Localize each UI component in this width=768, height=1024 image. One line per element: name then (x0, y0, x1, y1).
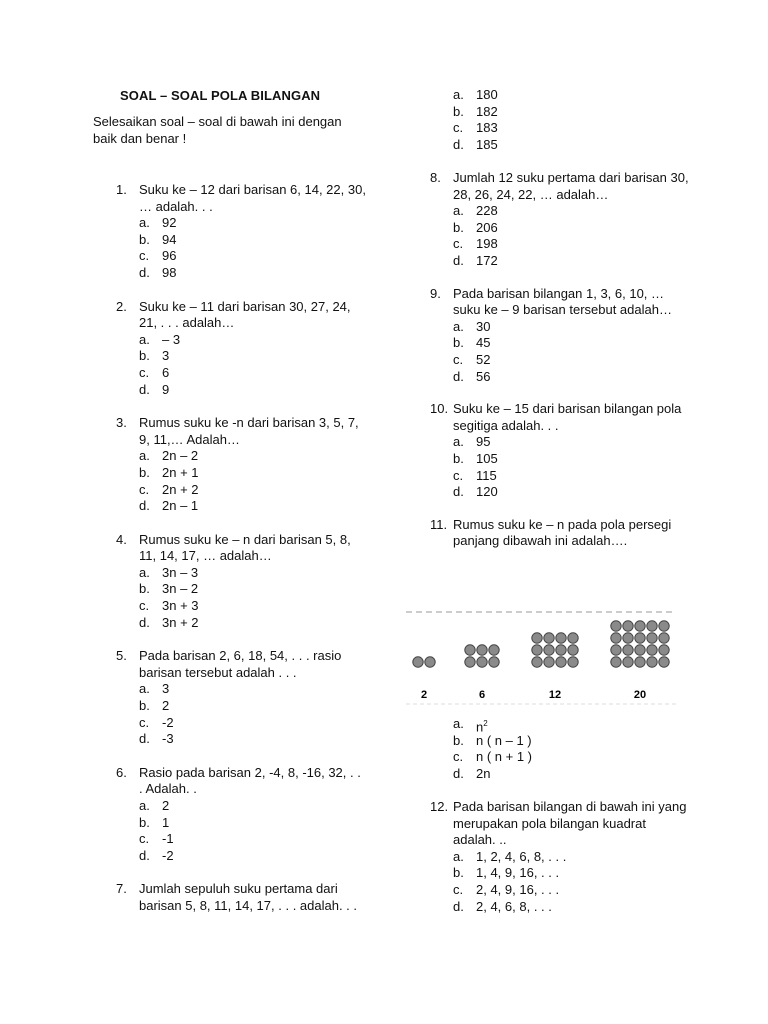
option-letter: b. (453, 865, 464, 881)
option-letter: a. (139, 681, 150, 697)
figure-label-1: 2 (420, 689, 428, 701)
pattern-dot (611, 645, 621, 655)
option-text: -2 (162, 847, 174, 863)
option (453, 865, 690, 882)
question-number: 1. (116, 182, 127, 197)
pattern-dot (556, 645, 566, 655)
question-number: 2. (116, 298, 127, 314)
option-letter: b. (453, 335, 464, 351)
option (139, 715, 366, 732)
option (453, 253, 690, 270)
option (139, 265, 366, 282)
option-letter: b. (139, 348, 150, 364)
option-text: 1 (162, 814, 170, 830)
option-letter: a. (453, 203, 464, 219)
option-letter: c. (139, 831, 150, 847)
option (139, 382, 366, 399)
option-text: 92 (162, 215, 177, 231)
option-letter: a. (139, 564, 150, 580)
option (139, 565, 366, 582)
option (139, 731, 366, 748)
pattern-dot (611, 633, 621, 643)
pattern-dot (532, 633, 542, 643)
option-letter: c. (139, 714, 150, 730)
option-letter: a. (453, 434, 464, 450)
option-letter: d. (139, 264, 150, 280)
option (453, 120, 690, 137)
pattern-dot (532, 645, 542, 655)
pattern-dot (611, 657, 621, 667)
pattern-dot (568, 657, 578, 667)
option-letter: c. (453, 467, 464, 483)
option-letter: b. (453, 219, 464, 235)
intro-text: Selesaikan soal – soal di bawah ini dengan baik dan benar ! (93, 114, 342, 146)
option-letter: c. (453, 881, 464, 897)
question-text: Rumus suku ke – n dari barisan 5, 8, 11, 14, 17, … adalah… (139, 531, 351, 564)
option-text: 2n + 2 (162, 481, 199, 497)
option-text: n ( n + 1 ) (476, 749, 532, 765)
option-text: 45 (476, 335, 491, 351)
pattern-dot (635, 633, 645, 643)
question-number: 12. (430, 799, 449, 814)
option (453, 87, 690, 104)
option-text: 2n + 1 (162, 464, 199, 480)
option (453, 899, 690, 916)
pattern-dot (489, 657, 499, 667)
option (139, 448, 366, 465)
option-text: -3 (162, 731, 174, 747)
question-number: 8. (430, 170, 441, 185)
option-text: -1 (162, 831, 174, 847)
option-letter: b. (139, 814, 150, 830)
option (139, 498, 366, 515)
option-text: 2n (476, 765, 491, 781)
option (453, 733, 690, 750)
option-text: 1, 2, 4, 6, 8, . . . (476, 848, 567, 864)
pattern-dot (477, 645, 487, 655)
question-text: Rumus suku ke – n pada pola persegi panjang dibawah ini adalah…. (453, 516, 672, 549)
question-6 (116, 765, 366, 865)
option-letter: d. (453, 898, 464, 914)
option-letter: c. (453, 236, 464, 252)
option-text: 228 (476, 203, 498, 219)
pattern-dot (568, 633, 578, 643)
option (453, 716, 690, 733)
option-letter: d. (453, 136, 464, 152)
option-letter: b. (139, 698, 150, 714)
option (453, 451, 690, 468)
pattern-dot (544, 657, 554, 667)
option-text: 2 (162, 798, 170, 813)
option-letter: b. (139, 581, 150, 597)
option-text: 105 (476, 450, 498, 466)
pattern-dot (413, 657, 423, 667)
option (453, 849, 690, 866)
option-letter: d. (139, 498, 150, 514)
option-text: 3 (162, 348, 170, 364)
question-2 (116, 299, 366, 399)
option-letter: a. (139, 798, 150, 813)
pattern-dot (611, 621, 621, 631)
option-letter: a. (453, 716, 464, 731)
option (453, 236, 690, 253)
option-text: 56 (476, 368, 491, 384)
option-letter: d. (453, 252, 464, 268)
pattern-dot (544, 633, 554, 643)
question-text: Pada barisan bilangan 1, 3, 6, 10, … suku ke – 9 barisan tersebut adalah… (453, 285, 672, 318)
pattern-dot (647, 633, 657, 643)
question-4 (116, 532, 366, 632)
pattern-dot (465, 657, 475, 667)
pattern-dot (532, 657, 542, 667)
option (139, 815, 366, 832)
question-1 (116, 182, 366, 282)
option-letter: b. (139, 231, 150, 247)
option (139, 248, 366, 265)
question-9 (430, 286, 690, 386)
question-text: Pada barisan bilangan di bawah ini yang merupakan pola bilangan kuadrat adalah. .. (453, 799, 687, 848)
option-text: 94 (162, 231, 177, 247)
option (453, 137, 690, 154)
option-letter: c. (453, 120, 464, 136)
pattern-dot (465, 645, 475, 655)
option-letter: b. (139, 464, 150, 480)
question-text: Suku ke – 12 dari barisan 6, 14, 22, 30, … adalah. . . (139, 182, 366, 214)
option (139, 332, 366, 349)
pattern-dot (556, 633, 566, 643)
option-letter: c. (453, 749, 464, 765)
option-text: 2n – 1 (162, 498, 199, 514)
option-letter: c. (139, 248, 150, 264)
question-text: Suku ke – 11 dari barisan 30, 27, 24, 21, . . . adalah… (139, 298, 351, 331)
left-column (116, 182, 366, 915)
option (139, 598, 366, 615)
option-text: 6 (162, 364, 170, 380)
pattern-dot (568, 645, 578, 655)
question-text: Rumus suku ke -n dari barisan 3, 5, 7, 9, 11,… Adalah… (139, 415, 359, 447)
option-text: 98 (162, 264, 177, 280)
option-text: 3 (162, 681, 170, 697)
option-letter: c. (139, 481, 150, 497)
option (139, 348, 366, 365)
right-column (430, 170, 690, 550)
option (453, 319, 690, 336)
pattern-dot (489, 645, 499, 655)
option-text: 52 (476, 351, 491, 367)
figure-label-2: 6 (478, 689, 486, 701)
question-8 (430, 170, 690, 270)
option-letter: b. (453, 732, 464, 748)
option (139, 698, 366, 715)
pattern-dot (623, 633, 633, 643)
question-number: 4. (116, 531, 127, 547)
question-5 (116, 648, 366, 748)
question-12-block (430, 799, 690, 915)
option (453, 203, 690, 220)
option-letter: d. (139, 614, 150, 630)
option (139, 681, 366, 698)
question-number: 5. (116, 648, 127, 664)
option-text: 120 (476, 484, 498, 500)
option (139, 831, 366, 848)
option (139, 365, 366, 382)
option (453, 220, 690, 237)
option (139, 465, 366, 482)
question-12 (430, 799, 690, 915)
option-letter: a. (453, 848, 464, 864)
pattern-dot (556, 657, 566, 667)
question-3 (116, 415, 366, 515)
question-text: Jumlah 12 suku pertama dari barisan 30, 28, 26, 24, 22, … adalah… (453, 170, 689, 202)
question-number: 10. (430, 401, 449, 417)
option-text: – 3 (162, 331, 181, 347)
option-text: 1, 4, 9, 16, . . . (476, 865, 560, 881)
pattern-dot (659, 621, 669, 631)
option-letter: b. (453, 450, 464, 466)
option (453, 335, 690, 352)
pattern-dot (635, 621, 645, 631)
option (139, 215, 366, 232)
option-text: 185 (476, 136, 498, 152)
pattern-dot (659, 657, 669, 667)
question-number: 3. (116, 415, 127, 431)
option-letter: a. (139, 215, 150, 231)
option-letter: d. (139, 847, 150, 863)
option-letter: d. (453, 368, 464, 384)
rectangle-pattern-figure (406, 608, 676, 706)
option-text: 182 (476, 103, 498, 119)
option-exponent: 2 (483, 719, 488, 728)
pattern-dot (477, 657, 487, 667)
figure-label-3: 12 (548, 689, 562, 701)
option-text: 3n – 2 (162, 581, 199, 597)
pattern-dot (659, 633, 669, 643)
option-letter: c. (139, 364, 150, 380)
option-text: 2, 4, 6, 8, . . . (476, 898, 552, 914)
option (139, 798, 366, 815)
pattern-dot (647, 657, 657, 667)
question-number: 7. (116, 881, 127, 897)
option-text: 206 (476, 219, 498, 235)
option-letter: c. (453, 351, 464, 367)
option (139, 615, 366, 632)
option-text: 30 (476, 318, 491, 334)
pattern-dot (623, 657, 633, 667)
question-text: Suku ke – 15 dari barisan bilangan pola segitiga adalah. . . (453, 401, 682, 433)
question-text: Jumlah sepuluh suku pertama dari barisan 5, 8, 11, 14, 17, . . . adalah. . . (139, 881, 358, 913)
option-letter: a. (453, 318, 464, 334)
option-text: 9 (162, 381, 170, 397)
option (453, 369, 690, 386)
option (139, 232, 366, 249)
question-number: 11. (430, 516, 448, 532)
pattern-dot (635, 645, 645, 655)
option-text: 96 (162, 248, 177, 264)
pattern-dot (425, 657, 435, 667)
option-text: 2n – 2 (162, 448, 199, 464)
option-letter: a. (453, 87, 464, 102)
option-text: 95 (476, 434, 491, 450)
option (453, 749, 690, 766)
pattern-dot (647, 621, 657, 631)
option-letter: d. (139, 731, 150, 747)
pattern-dot (659, 645, 669, 655)
option (453, 484, 690, 501)
option-text: n ( n – 1 ) (476, 732, 532, 748)
option-text: 3n + 2 (162, 614, 199, 630)
option (139, 848, 366, 865)
question-number: 6. (116, 764, 127, 780)
question-10 (430, 401, 690, 501)
option-text: 2, 4, 9, 16, . . . (476, 881, 560, 897)
option (453, 468, 690, 485)
option-letter: d. (139, 381, 150, 397)
pattern-dot (623, 621, 633, 631)
option-text: 172 (476, 252, 498, 268)
option (453, 882, 690, 899)
option (453, 434, 690, 451)
option-text: 3n + 3 (162, 598, 199, 614)
option (453, 352, 690, 369)
option (453, 104, 690, 121)
option (139, 482, 366, 499)
option (453, 766, 690, 783)
question-text: Rasio pada barisan 2, -4, 8, -16, 32, . . . Adalah. . (139, 764, 361, 797)
option-letter: a. (139, 448, 150, 464)
option-text: 3n – 3 (162, 564, 199, 580)
option-text: 198 (476, 236, 498, 252)
option-letter: b. (453, 103, 464, 119)
option-text: 2 (162, 698, 170, 714)
page-title: SOAL – SOAL POLA BILANGAN (120, 88, 321, 103)
pattern-dot (647, 645, 657, 655)
option-letter: c. (139, 598, 150, 614)
pattern-dot (635, 657, 645, 667)
question-11 (430, 517, 690, 550)
option-letter: d. (453, 765, 464, 781)
right-column-top (430, 87, 690, 153)
option-letter: a. (139, 331, 150, 347)
option-base: n (476, 719, 484, 735)
question-11-options (430, 716, 690, 782)
question-text: Pada barisan 2, 6, 18, 54, . . . rasio barisan tersebut adalah . . . (139, 648, 342, 680)
pattern-dot (623, 645, 633, 655)
option-letter: d. (453, 484, 464, 500)
pattern-dot (544, 645, 554, 655)
option (139, 581, 366, 598)
figure-label-4: 20 (633, 689, 647, 701)
option-text: -2 (162, 714, 174, 730)
question-number: 9. (430, 285, 441, 301)
option-text: 180 (476, 87, 498, 102)
option-text: 183 (476, 120, 498, 136)
question-7 (116, 881, 366, 914)
option-text: 115 (476, 467, 497, 483)
